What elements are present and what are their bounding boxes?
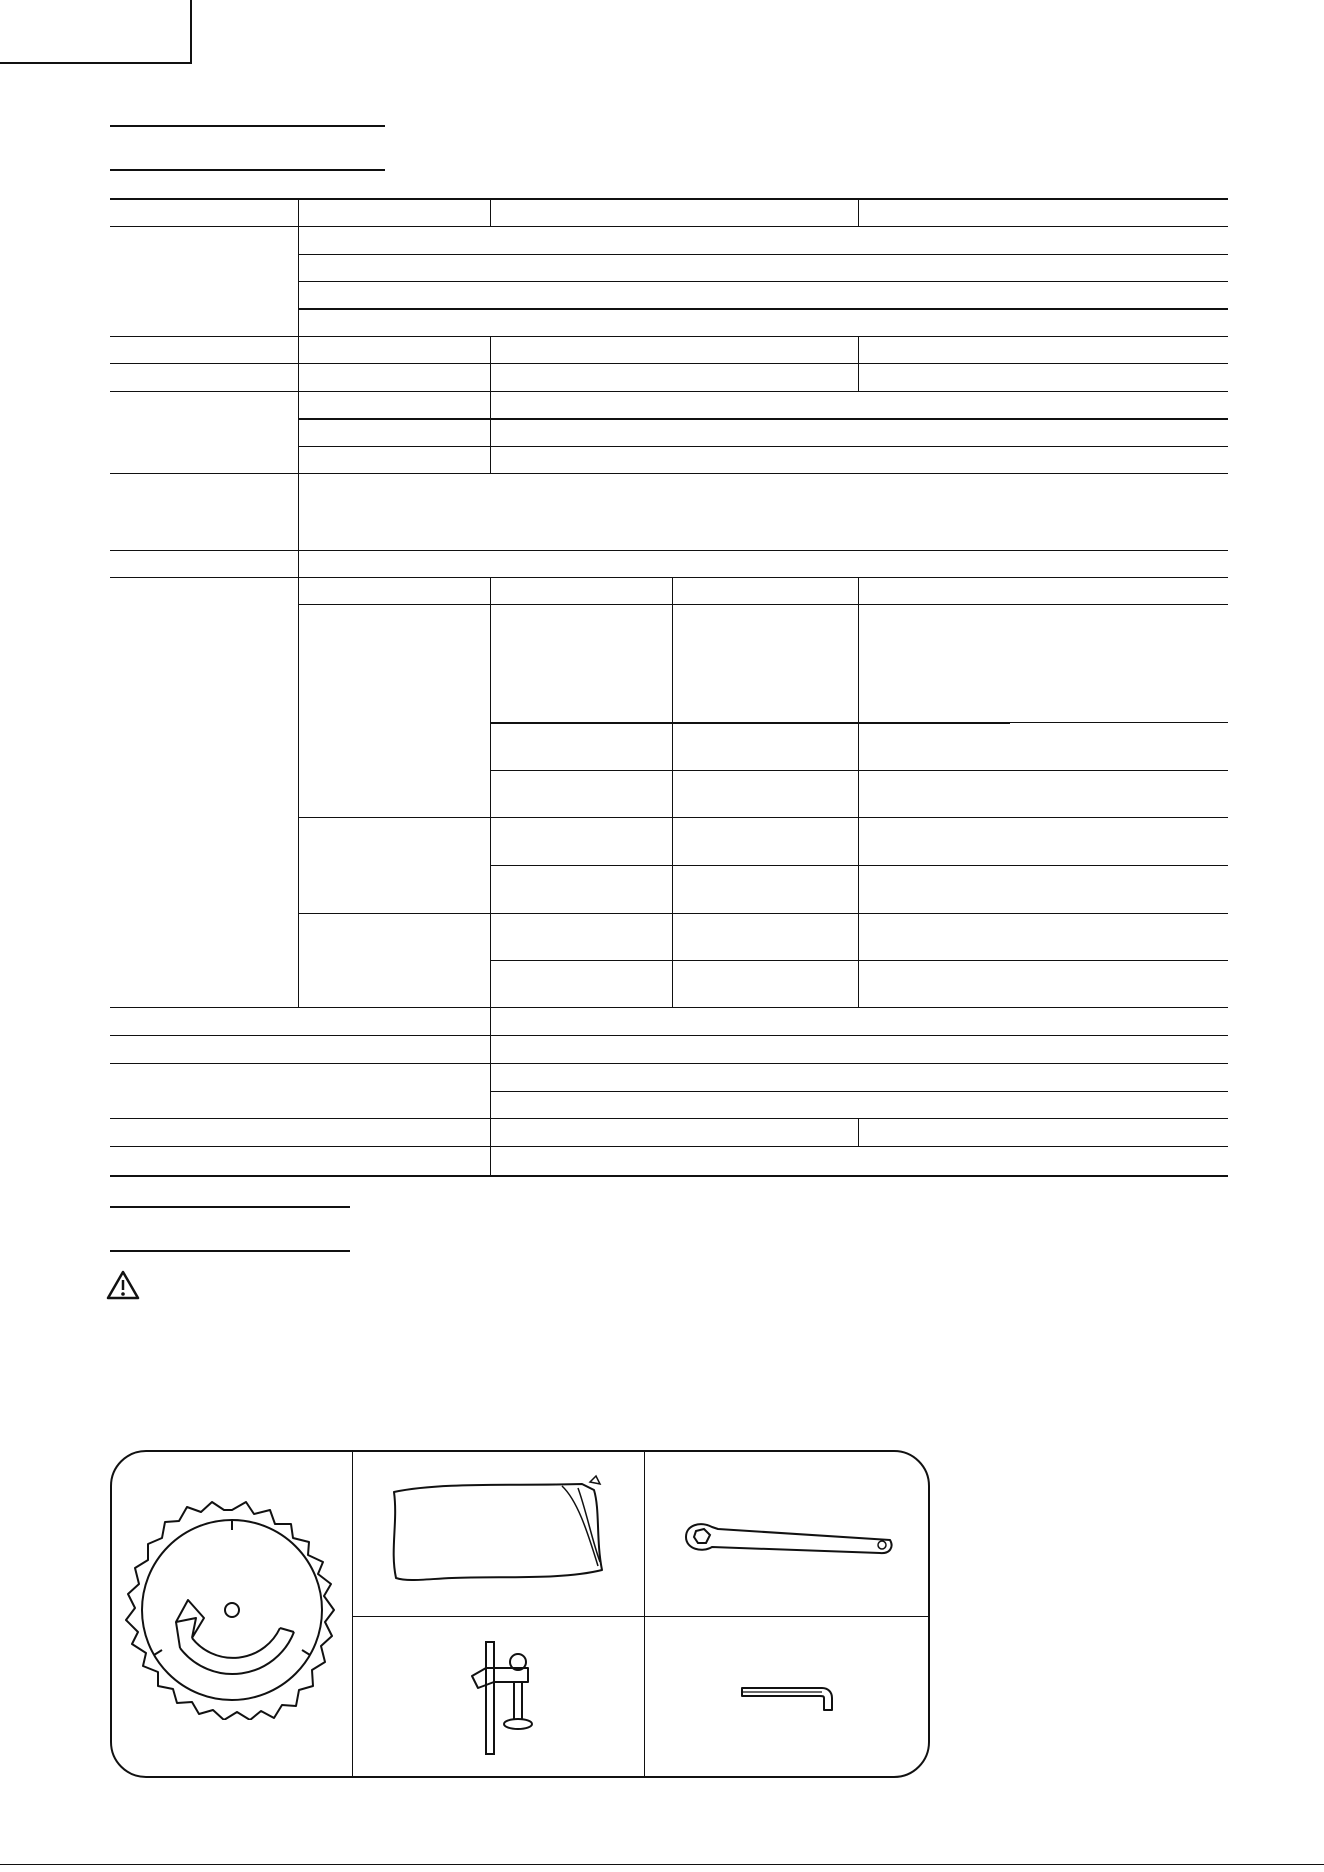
hex-bar-wrench-icon — [732, 1674, 852, 1724]
vise-assembly-icon — [452, 1632, 572, 1762]
saw-blade-icon — [122, 1500, 342, 1720]
accessories-panel — [110, 1450, 930, 1778]
box-wrench-icon — [672, 1507, 912, 1567]
dust-bag-icon — [382, 1470, 622, 1600]
warning-triangle-icon — [106, 1270, 140, 1300]
footer-rule — [0, 1864, 1324, 1865]
